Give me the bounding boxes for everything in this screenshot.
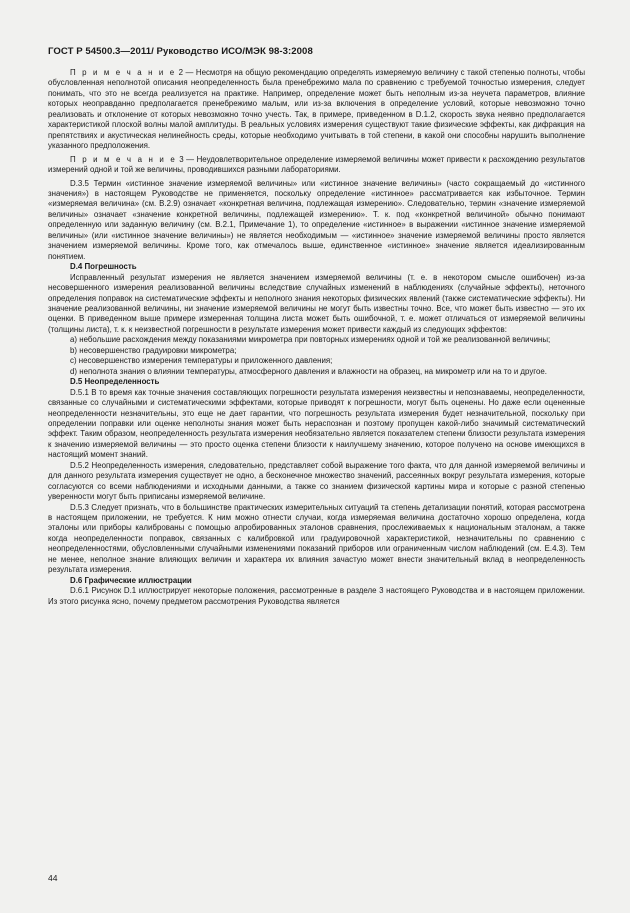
note-3-label: П р и м е ч а н и е — [70, 154, 177, 164]
note-3-text: 3 — Неудовлетворительное определение измеряемой величины может привести к расхождению результатов измерений одной и той же величины, проводившихся разными лабораториями. — [48, 154, 585, 175]
paragraph-d4: Исправленный результат измерения не является значением измеряемой величины (т. е. в некотором смысле ошибочен) из-за несовершенного измерения реализованной величины вследствие случайных изменений в наблюдениях (случайные эффекты), неточного определения поправок на систематические эффекты и неполного знания некоторых физических явлений (также систематические эффекты). Ни значение реализованной величины, ни значение измеряемой величины не могут быть известны точно. Все, что может быть известно — это их оценки. В приведенном выше примере измеренная толщина листа может быть ошибочной, т. е. может отличаться от измеряемой величины (толщины листа), т. к. к неизвестной погрешности в результате измерения может привести каждый из следующих эффектов: — [48, 272, 585, 334]
section-d6-heading: D.6 Графические иллюстрации — [70, 575, 192, 585]
note-3 — [48, 155, 585, 176]
section-d5-heading: D.5 Неопределенность — [70, 377, 160, 387]
paragraph-d51: D.5.1 В то время как точные значения составляющих погрешности результата измерения неизвестны и непознаваемы, неопределенности, связанные со случайными и систематическими эффектами, которые приводят к погрешности, могут быть оценены. Но даже если оцененные неопределенности незначительны, это еще не дает гарантии, что погрешность результата измерения будет незначительной, поскольку при определении поправки или оценке неполноты знания может быть нераспознан и поэтому пропущен какой-либо значимый систематический эффект. Таким образом, неопределенность результата измерения необязательно является показателем степени близости результата измерения к значению измеряемой величины — это просто оценка степени близости к наилучшему значению, которое получено на основе имеющихся в настоящий момент знаний. — [48, 387, 585, 460]
page-content — [48, 68, 585, 607]
page-number: 44 — [48, 873, 58, 883]
list-item-c: c) несовершенство измерения температуры и приложенного давления; — [70, 356, 333, 366]
paragraph-d35: D.3.5 Термин «истинное значение измеряемой величины» или «истинное значение величины» (часто сокращаемый до «истинного значения») в настоящем Руководстве не применяется, поскольку определение «истинное» рассматривается как избыточное. Термин «измеряемая величина» (см. B.2.9) означает «конкретная величина, подлежащая измерению». Следовательно, термин «значение измеряемой величины» означает «значение конкретной величины, подлежащей измерению». Т. к. под «конкретной величиной» обычно понимают определенную или заданную величину (см. B.2.1, Примечание 1), то определение «истинное» в выражении «истинное значение измеряемой величины» (или «истинное значение величины») не является необходимым — «истинное» значение измеряемой величины просто является значением измеряемой величины. Кроме того, как отмечалось выше, единственное «истинное» значение является идеализированным понятием. — [48, 178, 585, 261]
list-item-a: a) небольшие расхождения между показаниями микрометра при повторных измерениях одной и той же реализованной величины; — [70, 335, 551, 345]
section-d4-heading: D.4 Погрешность — [70, 262, 137, 272]
paragraph-d53: D.5.3 Следует признать, что в большинстве практических измерительных ситуаций та степень детализации понятий, которая рассмотрена в настоящем приложении, не требуется. К ним можно отнести случаи, когда измеряемая величина достаточно хорошо определена, когда эталоны или приборы калиброваны с помощью апробированных эталонов сравнения, прослеживаемых к национальным эталонам, а также когда неопределенности поправок, связанных с калибровкой или градуировочной характеристикой, незначительны по сравнению с неопределенностями, обусловленными случайными изменениями показаний приборов или ограниченным числом наблюдений (см. E.4.3). Тем не менее, неполное знание влияющих величин и характера их влияния зачастую может внести значительный вклад в неопределенность результата измерения. — [48, 502, 585, 575]
page-header: ГОСТ Р 54500.3—2011/ Руководство ИСО/МЭК 98-3:2008 — [48, 46, 313, 57]
note-2-label: П р и м е ч а н и е — [70, 68, 177, 77]
paragraph-d61: D.6.1 Рисунок D.1 иллюстрирует некоторые положения, рассмотренные в разделе 3 настоящего Руководства и в настоящем приложении. Из этого рисунка ясно, почему предметом рассмотрения Руководства является — [48, 586, 585, 606]
note-2 — [48, 68, 585, 152]
paragraph-d52: D.5.2 Неопределенность измерения, следовательно, представляет собой выражение того факта, что для данной измеряемой величины и для данного результата измерения существует не одно, а бесконечное множество значений, рассеянных вокруг результата измерения, которые согласуются со всеми наблюдениями и исходными данными, а также со знанием физической картины мира и которые с разной степенью уверенности могут быть приписаны измеряемой величине. — [48, 460, 585, 502]
list-item-b: b) несовершенство градуировки микрометра; — [70, 345, 237, 355]
note-2-text: 2 — Несмотря на общую рекомендацию определять измеряемую величину с такой степенью полноты, чтобы обусловленная неполнотой описания неопределенность была пренебрежимо мала по сравнению с требуемой точностью измерения, следует понимать, что это не всегда реализуется на практике. Например, определение может быть неполным из-за неучета параметров, влияние которых неоправданно предполагается пренебрежимо малым, или из-за включения в определение условий, которые невозможно точно реализовать и отклонение от которых невозможно точно учесть. Так, в примере, приведенном в D.1.2, скорость звука неявно предполагается характеристикой плоской волны малой амплитуды. В реальных условиях измерения существуют такие физические эффекты, как дифракция на препятствиях и акустическая нелинейность среды, которые необходимо учитывать в той степени, в какой они способны нарушить выполнение указанного предположения. — [48, 68, 586, 151]
list-item-d: d) неполнота знания о влиянии температуры, атмосферного давления и влажности на образец, на микрометр или на то и другое. — [70, 366, 547, 376]
